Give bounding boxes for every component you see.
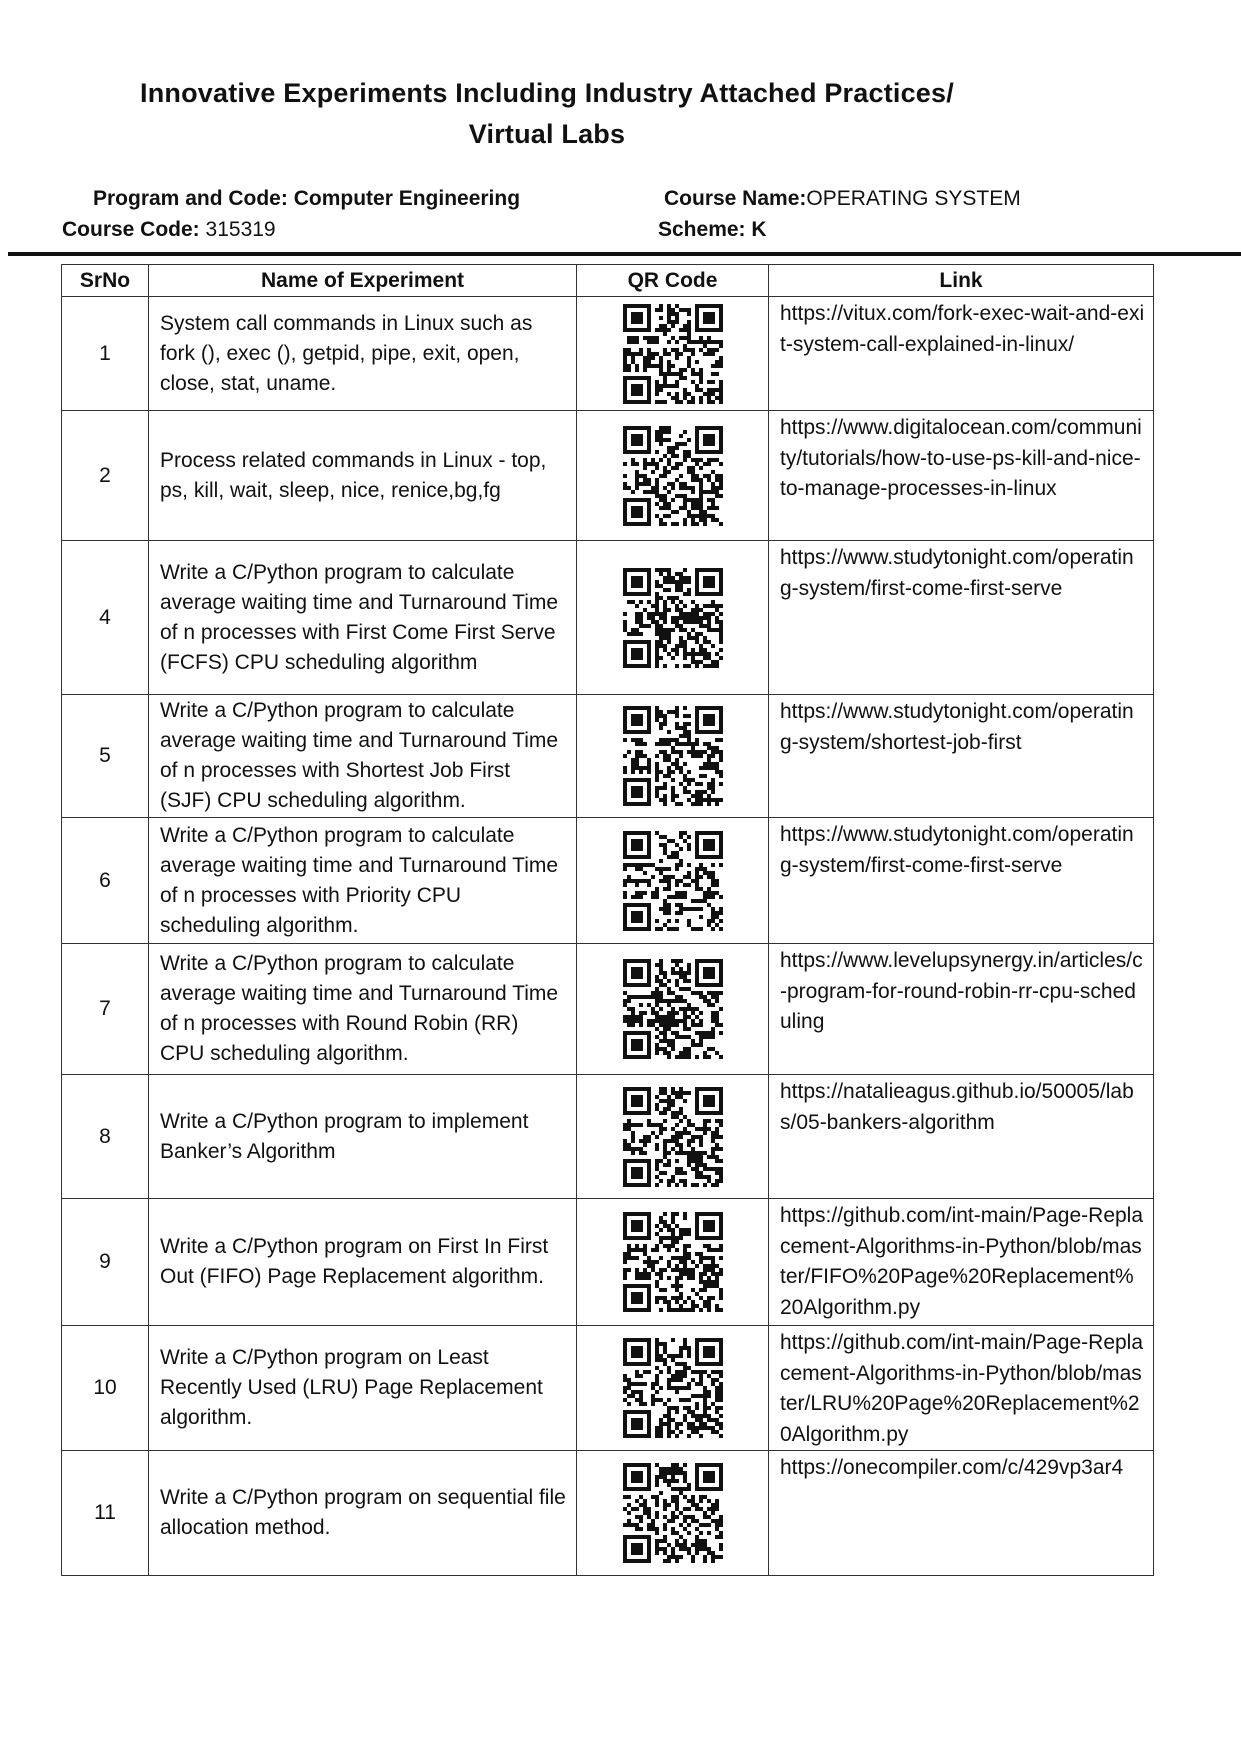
link-cell[interactable]: https://onecompiler.com/c/429vp3ar4 (769, 1451, 1154, 1576)
course-code-info (62, 218, 276, 242)
qr-cell (577, 541, 769, 695)
experiment-name-cell: Write a C/Python program to implement Banker’s Algorithm (149, 1075, 577, 1199)
table-row (62, 541, 1154, 695)
qr-code-icon[interactable] (623, 1376, 723, 1399)
experiment-name-cell: Write a C/Python program on sequential file allocation method. (149, 1451, 577, 1576)
link-cell[interactable]: https://github.com/int-main/Page-Replacement-Algorithms-in-Python/blob/master/FIFO%20Page%20Replacement%20Algorithm.py (769, 1199, 1154, 1326)
table-row (62, 297, 1154, 411)
experiment-name-cell: Write a C/Python program on First In First Out (FIFO) Page Replacement algorithm. (149, 1199, 577, 1326)
srno-cell: 8 (62, 1075, 149, 1199)
link-cell[interactable]: https://www.studytonight.com/operating-system/shortest-job-first (769, 695, 1154, 818)
scheme-label: Scheme: K (658, 218, 767, 241)
srno-cell: 5 (62, 695, 149, 818)
table-row (62, 1199, 1154, 1326)
qr-cell (577, 1075, 769, 1199)
table-row (62, 818, 1154, 944)
program-info (93, 187, 520, 211)
link-cell[interactable]: https://www.digitalocean.com/community/tutorials/how-to-use-ps-kill-and-nice-to-manage-processes-in-linux (769, 411, 1154, 541)
qr-code-icon[interactable] (623, 463, 723, 486)
srno-cell: 7 (62, 944, 149, 1075)
table-row (62, 944, 1154, 1075)
course-code-label: Course Code: (62, 218, 200, 241)
srno-cell: 11 (62, 1451, 149, 1576)
course-code-value: 315319 (205, 218, 276, 241)
srno-cell: 9 (62, 1199, 149, 1326)
qr-cell (577, 297, 769, 411)
page-title: Innovative Experiments Including Industry Attached Practices/ (140, 78, 954, 108)
experiment-name-cell: System call commands in Linux such as fork (), exec (), getpid, pipe, exit, open, close, stat, uname. (149, 297, 577, 411)
experiment-name-cell: Process related commands in Linux - top, ps, kill, wait, sleep, nice, renice,bg,fg (149, 411, 577, 541)
column-header-name: Name of Experiment (149, 265, 577, 297)
link-cell[interactable]: https://www.studytonight.com/operating-system/first-come-first-serve (769, 818, 1154, 944)
qr-code-icon[interactable] (623, 868, 723, 891)
experiments-table (61, 264, 1154, 1576)
link-cell[interactable]: https://natalieagus.github.io/50005/labs/05-bankers-algorithm (769, 1075, 1154, 1199)
table-header-row (62, 265, 1154, 297)
column-header-srno: SrNo (62, 265, 149, 297)
experiment-name-cell: Write a C/Python program on Least Recently Used (LRU) Page Replacement algorithm. (149, 1326, 577, 1451)
srno-cell: 1 (62, 297, 149, 411)
course-name-label: Course Name: (664, 187, 807, 210)
page-subtitle: Virtual Labs (468, 119, 626, 149)
qr-cell (577, 1199, 769, 1326)
qr-code-icon[interactable] (623, 997, 723, 1020)
qr-cell (577, 411, 769, 541)
table-row (62, 695, 1154, 818)
srno-cell: 6 (62, 818, 149, 944)
qr-code-icon[interactable] (623, 341, 723, 364)
qr-cell (577, 818, 769, 944)
column-header-link: Link (769, 265, 1154, 297)
qr-code-icon[interactable] (623, 1250, 723, 1273)
program-value: Computer Engineering (293, 187, 521, 210)
link-cell[interactable]: https://www.levelupsynergy.in/articles/c-program-for-round-robin-rr-cpu-scheduling (769, 944, 1154, 1075)
scheme-info (658, 218, 767, 242)
link-cell[interactable]: https://www.studytonight.com/operating-system/first-come-first-serve (769, 541, 1154, 695)
qr-code-icon[interactable] (623, 1124, 723, 1147)
table-row (62, 1075, 1154, 1199)
program-label: Program and Code: (93, 187, 288, 210)
table-row (62, 1451, 1154, 1576)
qr-cell (577, 1451, 769, 1576)
course-name-value: OPERATING SYSTEM (806, 187, 1021, 210)
experiment-name-cell: Write a C/Python program to calculate average waiting time and Turnaround Time of n processes with Shortest Job First (SJF) CPU scheduling algorithm. (149, 695, 577, 818)
course-name-info (664, 187, 1021, 211)
qr-code-icon[interactable] (623, 605, 723, 628)
table-row (62, 1326, 1154, 1451)
qr-code-icon[interactable] (623, 1501, 723, 1524)
header-divider (8, 252, 1241, 256)
experiment-name-cell: Write a C/Python program to calculate average waiting time and Turnaround Time of n processes with Round Robin (RR) CPU scheduling algorithm. (149, 944, 577, 1075)
link-cell[interactable]: https://vitux.com/fork-exec-wait-and-exit-system-call-explained-in-linux/ (769, 297, 1154, 411)
qr-code-icon[interactable] (623, 744, 723, 767)
qr-cell (577, 1326, 769, 1451)
table-row (62, 411, 1154, 541)
srno-cell: 2 (62, 411, 149, 541)
link-cell[interactable]: https://github.com/int-main/Page-Replacement-Algorithms-in-Python/blob/master/LRU%20Page%20Replacement%20Algorithm.py (769, 1326, 1154, 1451)
experiment-name-cell: Write a C/Python program to calculate average waiting time and Turnaround Time of n processes with Priority CPU scheduling algorithm. (149, 818, 577, 944)
qr-cell (577, 695, 769, 818)
qr-cell (577, 944, 769, 1075)
srno-cell: 4 (62, 541, 149, 695)
srno-cell: 10 (62, 1326, 149, 1451)
column-header-qr: QR Code (577, 265, 769, 297)
experiment-name-cell: Write a C/Python program to calculate average waiting time and Turnaround Time of n processes with First Come First Serve (FCFS) CPU scheduling algorithm (149, 541, 577, 695)
